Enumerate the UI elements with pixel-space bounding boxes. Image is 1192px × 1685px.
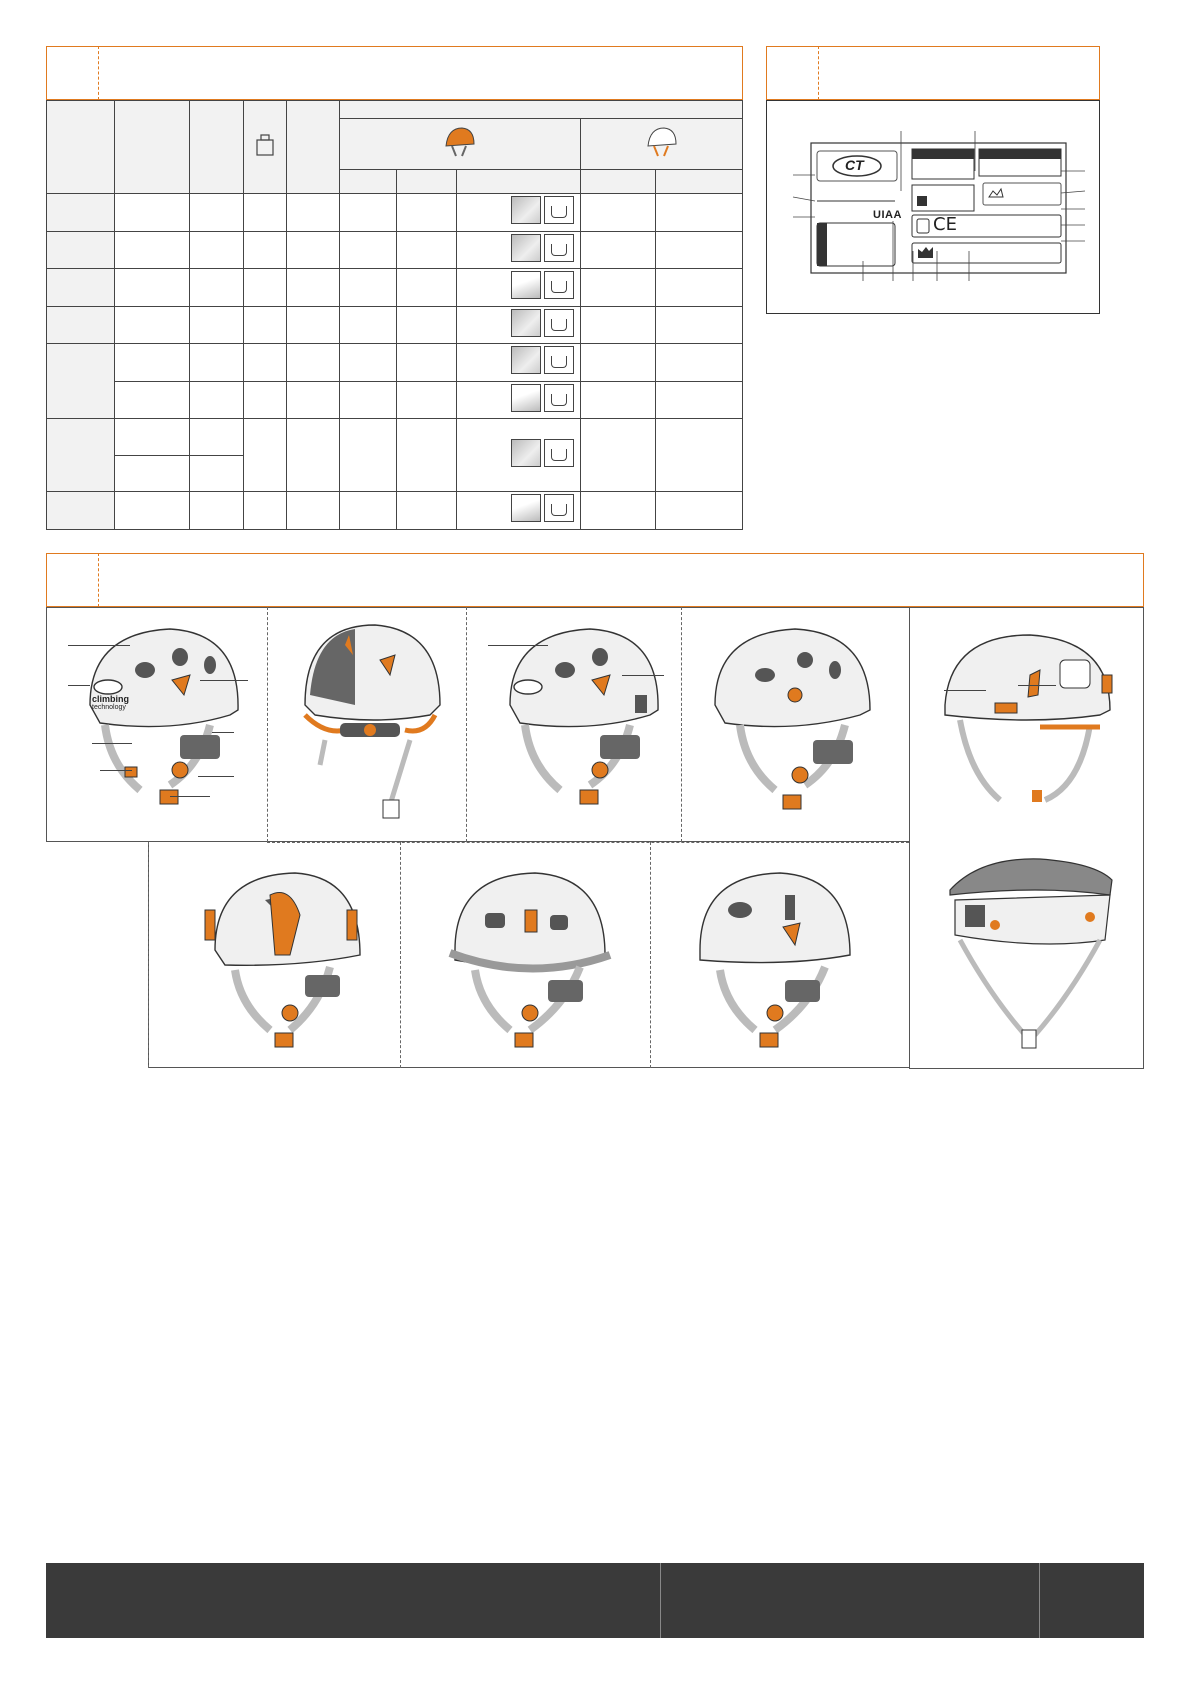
helmet-2	[285, 615, 455, 830]
helmet-4	[695, 615, 895, 830]
brand-line2: technology	[92, 704, 126, 711]
helmet-6	[920, 845, 1135, 1060]
uiaa-mark: UIAA	[873, 209, 902, 221]
brand-line1: climbing	[92, 694, 130, 704]
footer-bar	[46, 1563, 1144, 1638]
helmet-3	[480, 615, 675, 830]
helmet-1	[60, 615, 260, 830]
helmet-7	[190, 855, 390, 1060]
helmet-8	[430, 855, 630, 1060]
ce-mark: CE	[933, 214, 957, 235]
helmet-9	[675, 855, 875, 1060]
brand-logo: CT	[845, 157, 864, 173]
helmet-5	[920, 615, 1135, 830]
